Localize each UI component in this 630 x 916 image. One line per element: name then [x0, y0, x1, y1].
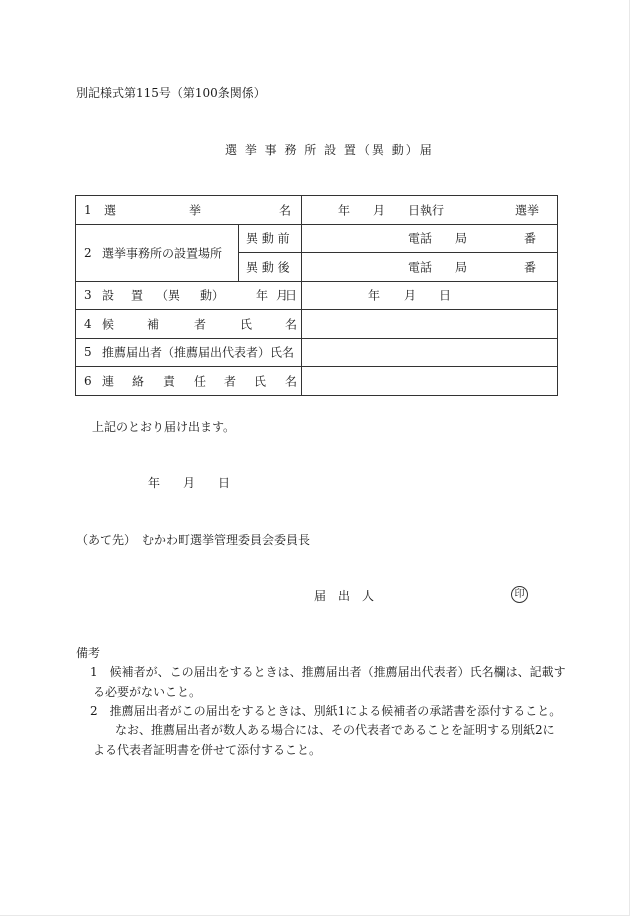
year-label: 年 — [338, 203, 351, 218]
value-setup-date[interactable] — [302, 281, 558, 310]
value-after-change[interactable] — [302, 253, 558, 282]
row-number: 4 — [84, 316, 92, 331]
row-office-location-before — [76, 224, 558, 253]
label-char: 補 — [147, 317, 160, 332]
exchange-label: 局 — [455, 260, 468, 275]
number-label: 番 — [524, 260, 537, 275]
label-setup-date — [76, 281, 302, 310]
remark-item-2-line-2: なお、推薦届出者が数人ある場合には、その代表者であることを証明する別紙2に — [115, 723, 555, 737]
addressee: （あて先） むかわ町選挙管理委員会委員長 — [76, 533, 311, 547]
label-char: 月 — [276, 288, 289, 303]
label-char: 選 — [104, 203, 117, 218]
label-text: 選挙事務所の設置場所 — [102, 246, 223, 260]
year-label: 年 — [368, 288, 381, 303]
label-char: 責 — [163, 374, 176, 389]
seal-mark: 印 — [511, 586, 528, 603]
label-before-change — [239, 224, 302, 253]
label-char: 挙 — [189, 203, 202, 218]
label-char: 動） — [200, 288, 225, 303]
page-title: 選 挙 事 務 所 設 置（異 動）届 — [225, 143, 434, 157]
label-char: 氏 — [254, 374, 267, 389]
remark-item-1-line-2: る必要がないこと。 — [93, 685, 202, 699]
label-char: 連 — [102, 374, 115, 389]
label-char: 任 — [194, 374, 207, 389]
label-election-name — [76, 196, 302, 225]
remarks-heading: 備考 — [76, 646, 101, 660]
label-char: 者 — [224, 374, 237, 389]
remark-item-1-line-1: 1 候補者が、この届出をするときは、推薦届出者（推薦届出代表者）氏名欄は、記載す — [90, 665, 566, 679]
month-label: 月 — [404, 288, 417, 303]
row-number: 1 — [84, 202, 92, 217]
phone-label: 電話 — [408, 260, 433, 275]
statement-text: 上記のとおり届け出ます。 — [92, 420, 236, 434]
label-text: 推薦届出者（推薦届出代表者）氏名 — [102, 345, 295, 360]
value-candidate-name[interactable] — [302, 310, 558, 339]
row-number: 6 — [84, 373, 92, 388]
label-char: 名 — [279, 203, 292, 218]
exchange-label: 局 — [455, 231, 468, 246]
label-candidate-name — [76, 310, 302, 339]
remark-item-2-line-3: よる代表者証明書を併せて添付すること。 — [93, 743, 322, 757]
row-setup-date — [76, 281, 558, 310]
day-executed-label: 日執行 — [408, 203, 445, 218]
submitter-label: 届 出 人 — [314, 589, 375, 603]
submission-month-label: 月 — [183, 476, 196, 490]
notification-form-table — [75, 195, 558, 396]
remark-item-2-line-1: 2 推薦届出者がこの届出をするときは、別紙1による候補者の承諾書を添付すること。 — [90, 704, 562, 718]
submission-day-label: 日 — [218, 476, 231, 490]
row-number: 3 — [84, 288, 92, 303]
label-char: 名 — [285, 317, 298, 332]
value-election-name[interactable] — [302, 196, 558, 225]
label-char: （異 — [156, 288, 181, 303]
label-char: 氏 — [240, 317, 253, 332]
value-before-change[interactable] — [302, 224, 558, 253]
month-label: 月 — [373, 203, 386, 218]
label-char: 者 — [194, 317, 207, 332]
number-label: 番 — [524, 231, 537, 246]
row-number: 5 — [84, 345, 92, 360]
row-election-name — [76, 196, 558, 225]
day-label: 日 — [439, 288, 452, 303]
label-char: 設 — [102, 288, 115, 303]
label-char: 置 — [131, 288, 144, 303]
election-suffix-label: 選挙 — [515, 203, 540, 218]
form-reference: 別記様式第115号（第100条関係） — [76, 86, 266, 100]
row-recommender-name — [76, 338, 558, 367]
label-recommender-name — [76, 338, 302, 367]
label-char: 年 — [256, 288, 269, 303]
value-contact-person-name[interactable] — [302, 367, 558, 396]
row-number: 2 — [84, 245, 92, 260]
label-char: 名 — [285, 374, 298, 389]
submission-year-label: 年 — [148, 476, 161, 490]
row-candidate-name — [76, 310, 558, 339]
label-char: 候 — [102, 317, 115, 332]
label-text: 異 動 前 — [246, 231, 290, 246]
label-char: 日 — [285, 288, 298, 303]
label-office-location — [76, 224, 239, 281]
label-char: 絡 — [132, 374, 145, 389]
value-recommender-name[interactable] — [302, 338, 558, 367]
label-text: 異 動 後 — [246, 260, 290, 275]
label-after-change — [239, 253, 302, 282]
phone-label: 電話 — [408, 231, 433, 246]
label-contact-person-name — [76, 367, 302, 396]
row-contact-person-name — [76, 367, 558, 396]
